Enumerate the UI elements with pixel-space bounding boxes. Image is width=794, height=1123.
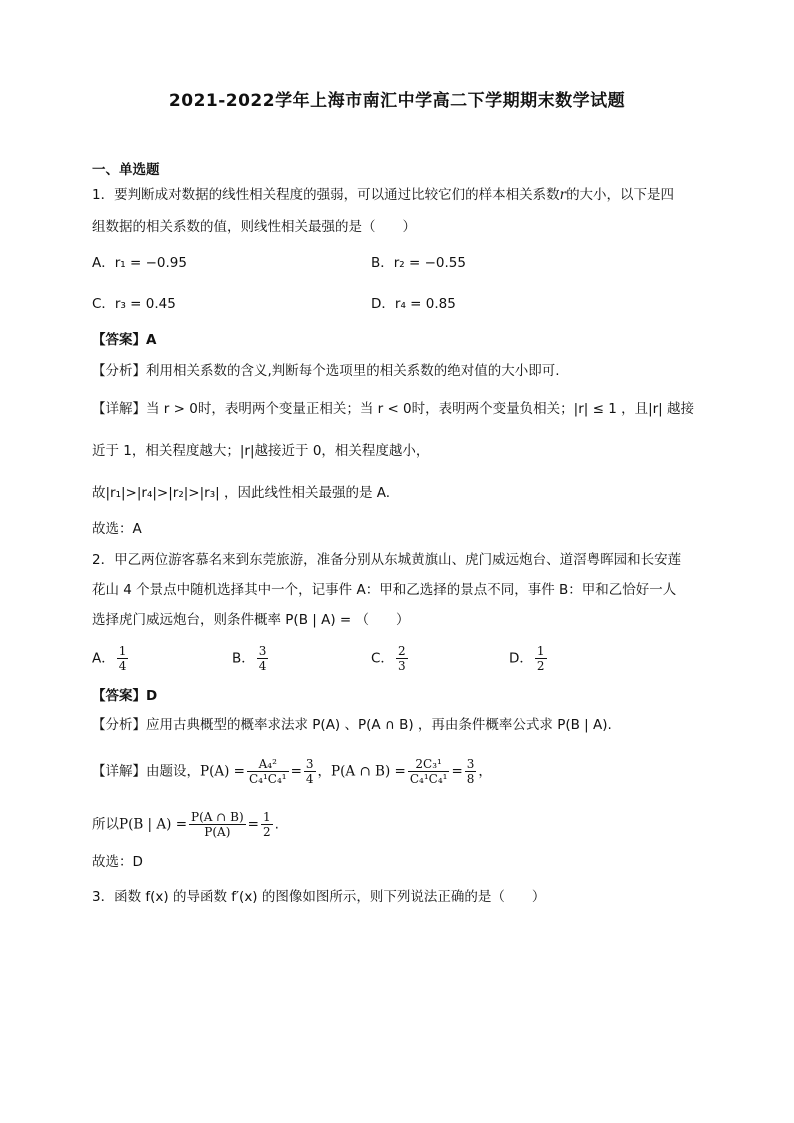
fraction-denominator: 3 xyxy=(397,659,406,673)
fraction-denominator: 4 xyxy=(305,772,314,786)
q2-option-b xyxy=(232,644,270,673)
q2-pab-value xyxy=(465,757,477,786)
q2-pab-equals: = xyxy=(451,763,463,780)
q1-detail-line3: 故|r₁|>|r₄|>|r₂|>|r₃| ，因此线性相关最强的是 A. xyxy=(92,485,391,501)
section-heading: 一、单选题 xyxy=(92,162,160,178)
q2-pa-fraction xyxy=(247,757,289,786)
q2-so-end: . xyxy=(274,816,279,833)
q2-option-c xyxy=(371,644,410,673)
fraction-numerator: A₄² xyxy=(258,757,277,771)
fraction-numerator: 3 xyxy=(258,644,267,658)
q1-option-d: D．r₄ = 0.85 xyxy=(371,296,456,312)
q1-option-b: B．r₂ = −0.55 xyxy=(371,255,466,271)
q2-so-lhs: P(B | A) = xyxy=(119,816,188,833)
fraction-numerator: 2 xyxy=(397,644,406,658)
fraction-numerator: 2C₃¹ xyxy=(415,757,442,771)
q2-pa-equals: = xyxy=(290,763,302,780)
fraction-denominator: 4 xyxy=(258,659,267,673)
q2-option-c-fraction xyxy=(396,644,408,673)
q1-analysis: 【分析】利用相关系数的含义,判断每个选项里的相关系数的绝对值的大小即可. xyxy=(92,363,560,379)
q2-option-a-fraction xyxy=(117,644,129,673)
q2-answer: 【答案】D xyxy=(92,688,158,704)
q2-option-b-fraction xyxy=(257,644,269,673)
q2-stem-line1: 2．甲乙两位游客慕名来到东莞旅游，准备分别从东城黄旗山、虎门威远炮台、道滘粤晖园和长安莲 xyxy=(92,552,682,568)
fraction-denominator: 4 xyxy=(118,659,127,673)
fraction-numerator: P(A ∩ B) xyxy=(191,810,244,824)
q2-so-prefix: 所以 xyxy=(92,816,119,833)
q2-stem-line3: 选择虎门威远炮台，则条件概率 P(B | A) = （ ） xyxy=(92,612,410,628)
q2-choose: 故选：D xyxy=(92,854,143,870)
q1-stem-text-b: 的大小，以下是四 xyxy=(566,187,675,203)
q2-so-value xyxy=(261,810,273,839)
q2-pa-lhs: P(A) = xyxy=(200,763,245,780)
fraction-numerator: 3 xyxy=(305,757,314,771)
q2-option-a xyxy=(92,644,130,673)
fraction-numerator: 3 xyxy=(466,757,475,771)
q2-option-d-fraction xyxy=(535,644,547,673)
q1-detail-line1: 【详解】当 r > 0时，表明两个变量正相关；当 r < 0时，表明两个变量负相关；|r| ≤ 1 ，且|r| 越接 xyxy=(92,401,695,417)
q2-so-equals: = xyxy=(247,816,259,833)
fraction-denominator: P(A) xyxy=(189,824,246,839)
fraction-denominator: 2 xyxy=(262,825,271,839)
q2-option-c-label: C． xyxy=(371,650,394,667)
q1-choose: 故选：A xyxy=(92,521,142,537)
q1-option-c: C．r₃ = 0.45 xyxy=(92,296,176,312)
q2-pab-fraction xyxy=(408,757,450,786)
q2-stem-line2: 花山 4 个景点中随机选择其中一个，记事件 A：甲和乙选择的景点不同，事件 B：甲和乙恰好一人 xyxy=(92,582,677,598)
q1-stem-line1 xyxy=(92,185,674,205)
fraction-denominator: 8 xyxy=(466,772,475,786)
fraction-numerator: 1 xyxy=(262,810,271,824)
fraction-numerator: 1 xyxy=(536,644,545,658)
q2-option-d xyxy=(509,644,549,673)
q2-detail-prefix: 【详解】由题设， xyxy=(92,763,200,780)
q1-option-a: A．r₁ = −0.95 xyxy=(92,255,187,271)
q2-pab-lhs: P(A ∩ B) = xyxy=(331,763,406,780)
q2-analysis: 【分析】应用古典概型的概率求法求 P(A) 、P(A ∩ B) ，再由条件概率公式求 P(B | A). xyxy=(92,717,612,733)
q2-detail-line2 xyxy=(92,810,279,839)
q1-stem-text-a: 1．要判断成对数据的线性相关程度的强弱，可以通过比较它们的样本相关系数 xyxy=(92,187,560,203)
q2-detail-separator: ， xyxy=(317,763,332,780)
q1-stem-line2: 组数据的相关系数的值，则线性相关最强的是（ ） xyxy=(92,219,416,235)
q2-so-fraction xyxy=(189,810,246,839)
q2-pa-value xyxy=(304,757,316,786)
q2-option-b-label: B． xyxy=(232,650,255,667)
q2-detail-end: ， xyxy=(478,763,492,780)
q3-stem-line1: 3．函数 f(x) 的导函数 f′(x) 的图像如图所示，则下列说法正确的是（ ） xyxy=(92,889,546,905)
fraction-denominator: C₄¹C₄¹ xyxy=(409,772,448,786)
fraction-denominator: C₄¹C₄¹ xyxy=(248,772,287,786)
document-title: 2021-2022学年上海市南汇中学高二下学期期末数学试题 xyxy=(168,91,626,111)
fraction-numerator: 1 xyxy=(118,644,127,658)
q1-detail-line2: 近于 1，相关程度越大；|r|越接近于 0，相关程度越小， xyxy=(92,443,430,459)
q1-answer: 【答案】A xyxy=(92,332,157,348)
q2-option-d-label: D． xyxy=(509,650,533,667)
fraction-denominator: 2 xyxy=(536,659,545,673)
q1-stem-var: r xyxy=(559,187,567,203)
q2-detail-line1 xyxy=(92,757,492,786)
q2-option-a-label: A． xyxy=(92,650,115,667)
